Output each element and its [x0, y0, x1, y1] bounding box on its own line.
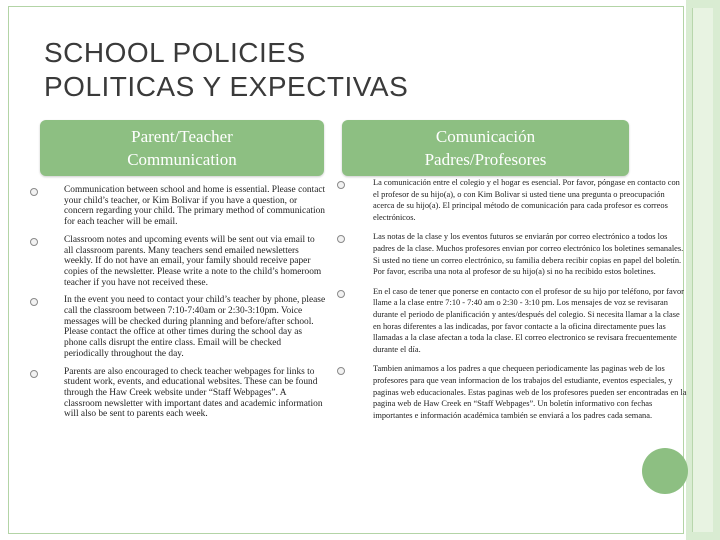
spanish-header-line-2: Padres/Profesores: [424, 150, 547, 169]
list-item: [30, 295, 326, 359]
list-item: [337, 286, 687, 356]
list-item-text: In the event you need to contact your child’s teacher by phone, please call the classroom between 7:10-7:40am or 2:30-3:10pm. Voice messages will be checked during planning and before/after school. Please contact the office at other times during the school day as phone calls disrupt the entire class. Email will be checked periodically throughout the day.: [64, 295, 326, 359]
english-section-header: [40, 120, 324, 176]
spanish-bullet-list: [337, 177, 687, 429]
list-item: [337, 363, 687, 421]
bullet-icon: [30, 238, 38, 246]
bullet-icon: [30, 188, 38, 196]
bullet-icon: [337, 290, 345, 298]
list-item-text: Communication between school and home is essential. Please contact your child’s teacher, or Kim Bolivar if you have a question, or concern regarding your child. The primary method of communication for each teacher will be email.: [64, 185, 326, 228]
list-item-text: Las notas de la clase y los eventos futuros se enviarán por correo electrónico a todos los padres de la clase. Muchos profesores envian por correo electrónico los boletines semanales. Si usted no tiene un correo electrónico, su familia debera recibir copias en papel del boletín. Por favor, escriba una nota al profesor de su hijo(a) si no ha recibido estos boletines.: [373, 232, 684, 277]
list-item-text: Classroom notes and upcoming events will be sent out via email to all classroom parents. Many teachers send emailed newsletters weekly. If do not have an email, your family should receive paper copies of the newsletter. Please write a note to the child’s homeroom teacher if you have not received these.: [64, 234, 322, 288]
english-header-line-1: Parent/Teacher: [131, 127, 233, 146]
spanish-section-header: [342, 120, 629, 176]
list-item-text: Parents are also encouraged to check teacher webpages for links to student work, events, and educational websites. These can be found through the Haw Creek website under “Staff Webpages”. A classroom newsletter with important dates and academic information will also be sent to parents each week.: [64, 366, 323, 420]
page-title: [44, 36, 664, 104]
decorative-side-border: [686, 0, 720, 540]
bullet-icon: [337, 367, 345, 375]
bullet-icon: [30, 298, 38, 306]
english-header-line-2: Communication: [127, 150, 237, 169]
list-item-text: En el caso de tener que ponerse en contacto con el profesor de su hijo por teléfono, por favor llame a la clase entre 7:10 - 7:40 am o 2:30 - 3:10 pm. Los mensajes de voz se revisaran durante el periodo de planificación y antes/después del colegio. Si necesita llamar a la clase en horas diferentes a las indicadas, por favor contacte a la oficina directamente pues las llamadas a la clase afectan a toda la clase. El correo electronico se revisara frecuentemente durante el día.: [373, 286, 684, 354]
list-item-text: Tambien animamos a los padres a que chequeen periodicamente las paginas web de los profesores para que vean informacion de los trabajos del estudiante, eventos especiales, y paginas web educacionales. Estas paginas web de los profesores pueden ser encontradas en la pagina web de Haw Creek en “Staff Webpages”. Un boletín informativo con fechas importantes e información académica también se enviará a los padres cada semana.: [373, 364, 687, 420]
spanish-header-line-1: Comunicación: [435, 127, 536, 146]
bullet-icon: [337, 235, 345, 243]
list-item: [30, 185, 326, 228]
list-item: [30, 367, 326, 421]
title-line-1: SCHOOL POLICIES: [44, 37, 306, 68]
decorative-circle: [642, 448, 688, 494]
list-item-text: La comunicación entre el colegio y el hogar es esencial. Por favor, póngase en contacto con el profesor de su hijo(a), o con Kim Bolivar si usted tiene una pregunta o preocupación acerca de su hijo(a). El principal método de comunicación para cada profesor es correos electrónicos.: [373, 178, 680, 222]
english-bullet-list: [30, 185, 326, 427]
list-item: [337, 177, 687, 223]
title-line-2: POLITICAS Y EXPECTIVAS: [44, 71, 409, 102]
list-item: [30, 235, 326, 289]
bullet-icon: [337, 181, 345, 189]
list-item: [337, 231, 687, 277]
bullet-icon: [30, 370, 38, 378]
